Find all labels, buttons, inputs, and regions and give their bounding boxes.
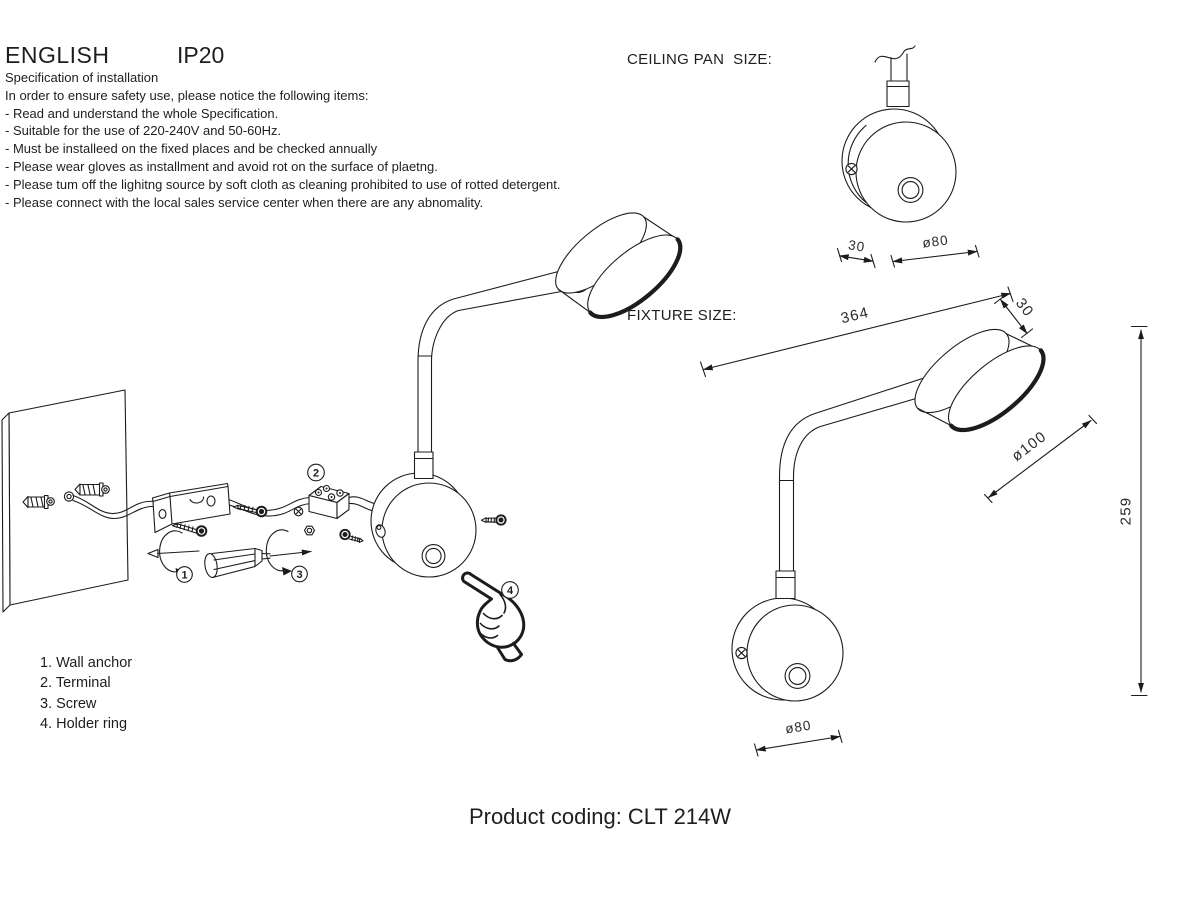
dim-head-diameter [985,416,1097,503]
spec-item: - Please tum off the lighitng source by soft cloth as cleaning prohibited to use of rotted detergent. [5,176,561,192]
mounting-bracket [153,484,231,533]
terminal-nut [305,526,315,535]
spec-item: - Please wear gloves as installment and avoid rot on the surface of plaetng. [5,158,438,174]
spec-intro: In order to ensure safety use, please notice the following items: [5,87,369,103]
fixture-size-label: FIXTURE SIZE: [627,307,737,324]
svg-text:4: 4 [506,585,514,597]
pan-switch-button [898,178,923,203]
spec-item: - Please connect with the local sales service center when there are any abnomality. [5,194,484,210]
rotation-arrow-anchor [148,531,199,577]
dim-base-diameter [755,718,843,756]
lamp-base [371,473,476,577]
fixture-stem [776,571,795,599]
wall-panel [2,390,128,612]
callout-holder-ring [502,582,519,599]
ip-rating: IP20 [177,42,225,68]
part-item-terminal: 2. Terminal [40,675,111,692]
fixture-base [732,598,843,701]
svg-text:2: 2 [312,467,320,480]
screwdriver [203,549,270,579]
product-coding: Product coding: CLT 214W [468,804,732,829]
svg-text:30: 30 [1011,294,1038,321]
callout-wall-anchor [177,567,193,583]
part-item-wall-anchor: 1. Wall anchor [40,655,133,671]
part-item-screw: 3. Screw [40,695,97,712]
pan-screw [846,163,857,174]
svg-text:259: 259 [1117,496,1135,526]
ceiling-cable [875,46,915,107]
spec-item: - Must be installeed on the fixed places and be checked annually [5,141,378,157]
svg-text:ø80: ø80 [921,232,950,251]
svg-text:3: 3 [296,569,303,581]
screw-base-left [339,529,363,543]
screw-bracket [234,505,268,518]
svg-text:ø80: ø80 [784,717,813,737]
terminal-block [309,486,378,519]
part-item-holder-ring: 4. Holder ring [40,715,128,732]
callout-screw [292,566,308,582]
language-title: ENGLISH [5,42,110,68]
svg-text:364: 364 [839,304,871,328]
specification-text [5,69,665,211]
terminal-screw-small [294,507,303,516]
dim-pan-diameter [891,232,979,267]
screw-wall [173,524,208,537]
fixture-switch-button [785,664,810,689]
fixture-lamp-head [902,315,1056,444]
screw-base-right [482,514,507,525]
svg-text:1: 1 [181,569,188,582]
install-diagram [0,200,690,670]
wire-grommet [64,492,73,501]
ceiling-pan-label: CEILING PAN SIZE: [627,51,773,68]
svg-text:ø100: ø100 [1008,427,1050,465]
ceiling-pan-diagram [820,30,1020,275]
spec-title: Specification of installation [5,70,159,85]
spec-item: - Read and understand the whole Specification. [5,105,279,121]
dim-fixture-height [1118,327,1148,696]
fixture-diagram [690,285,1170,765]
callout-terminal [308,464,325,481]
gooseneck-stem [415,452,434,479]
dim-pan-depth [838,237,876,267]
svg-text:30: 30 [847,237,867,255]
spec-item: - Suitable for the use of 220-240V and 50-60Hz. [5,123,282,139]
gooseneck-arm [418,270,570,453]
fixture-gooseneck-arm [780,378,930,572]
ceiling-pan-body [842,109,956,222]
lamp-head [543,199,693,331]
fixture-base-screw [736,647,747,658]
